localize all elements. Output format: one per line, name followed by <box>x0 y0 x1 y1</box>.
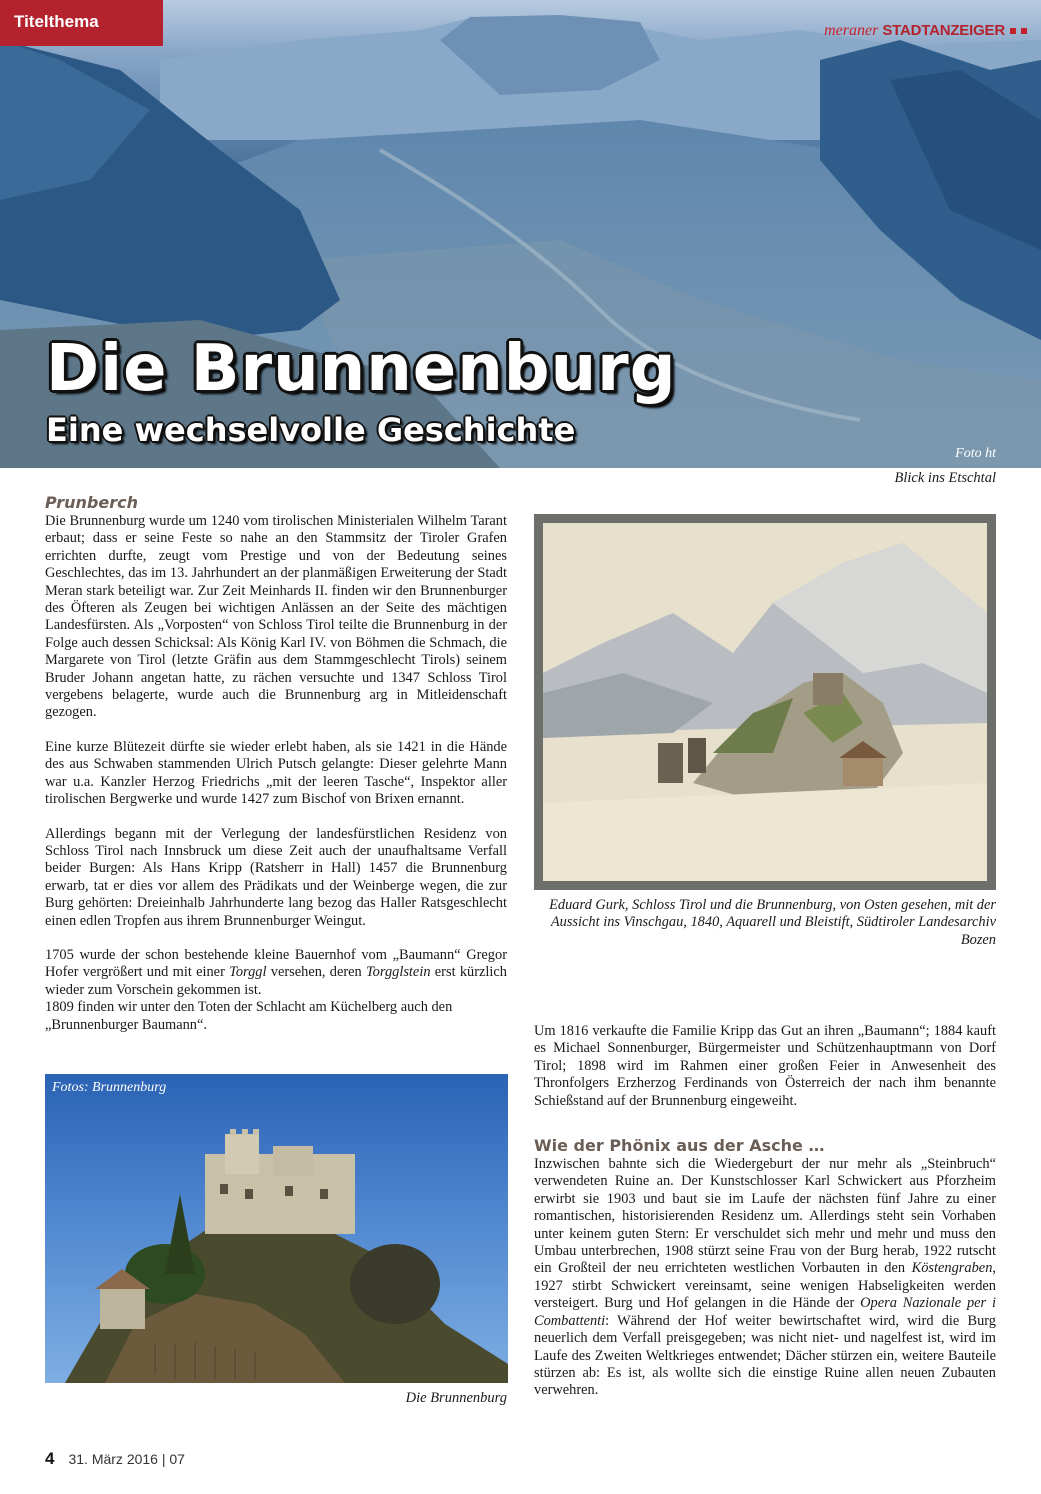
hero-caption: Blick ins Etschtal <box>894 470 996 486</box>
text-run: Köstengraben <box>911 1260 993 1277</box>
text-run: 1705 wurde der schon bestehende kleine Bauernhof vom „Baumann“ Gregor Hofer vergrößert und mit einer <box>45 946 507 981</box>
text-run: , 1927 stirbt Schwickert vereinsamt, seine wenigen Habseligkeiten werden versteigert. Burg und Hof gelangen in die Hände der <box>534 1260 996 1312</box>
section-heading-prunberch: Prunberch <box>45 493 138 512</box>
paragraph <box>45 947 507 999</box>
brand-square-icon <box>1021 28 1027 34</box>
brand-stadtanzeiger: STADTANZEIGER <box>882 22 1005 39</box>
text-run: Opera Nazionale per i Combattenti <box>534 1295 997 1329</box>
left-column <box>45 493 507 1034</box>
paragraph: Um 1816 verkaufte die Familie Kripp das Gut an ihren „Baumann“; 1884 kauft es Michael Sonnenburger, Bürgermeister und Schützenhauptmann von Dorf Tirol; 1898 wird im Rahmen einer großen Feier in Anwesenheit des Thronfolgers Erzherzog Ferdinands von Österreich der nach ihm benannte Schießstand auf der Brunnenburg eingeweiht. <box>534 1023 996 1109</box>
text-run: Inzwischen bahnte sich die Wiedergeburt der nur mehr als „Steinbruch“ verwendeten Ruine an. Der Kunstschlosser Karl Schwickert aus Pforzheim erwirbt sie 1903 und baut sie im Laufe der nächsten fünf Jahre zu einer romantischen, historisierenden Residenz um. Allerdings steht sein Vorhaben unter keinem guten Stern: Er verschuldet sich mehr und mehr und muss den Umbau unterbrechen, 1908 stürzt seine Frau von der Burg herab, 1922 rutscht ein Großteil der neu errichteten westlichen Vorbauten in den <box>534 1156 996 1277</box>
watercolor-painting <box>534 514 996 890</box>
paragraph: Eine kurze Blütezeit dürfte sie wieder erlebt haben, als sie 1421 in die Hände des aus Schwaben stammenden Ulrich Putsch gelangte: Dieser gelehrte Mann war u.a. Kanzler Herzog Friedrichs „mit der leeren Tasche“, Inspektor aller tirolischen Bergwerke und wurde 1427 zum Bischof von Brixen ernannt. <box>45 738 507 808</box>
castle-photo-credit: Fotos: Brunnenburg <box>52 1080 167 1095</box>
publication-logo <box>824 22 1027 40</box>
text-run: Torgglstein <box>366 964 431 981</box>
text-run: erst kürzlich wieder zum Vorschein gekommen ist. <box>45 964 507 998</box>
text-run: versehen, deren <box>266 964 366 981</box>
article-subtitle: Eine wechselvolle Geschichte <box>46 411 576 449</box>
page-footer <box>45 1449 185 1469</box>
paragraph: 1809 finden wir unter den Toten der Schlacht am Küchelberg auch den „Brunnenburger Baumann“. <box>45 999 453 1033</box>
page-number: 4 <box>45 1449 55 1468</box>
hero-photo-credit: Foto ht <box>955 446 996 461</box>
paragraph: Die Brunnenburg wurde um 1240 vom tirolischen Ministerialen Wilhelm Tarant erbaut; dass er seine Feste so nahe an den Stammsitz der Tiroler Grafen errichten durfte, zeugt vom Prestige und von der Bedeutung seines Geschlechtes, das im 13. Jahrhundert an der planmäßigen Erweiterung der Stadt Meran stark beteiligt war. Zur Zeit Meinhards II. finden wir den Brunnenburger des Öfteren als Zeugen bei wichtigen Anlässen an der Seite des mächtigen Landesfürsten. Als „Vorposten“ von Schloss Tirol teilte die Brunnenburg in der Folge auch dessen Schicksal: Als König Karl IV. von Böhmen die Schmach, die Margarete von Tirol (letzte Gräfin aus dem Stammgeschlecht Tirols) seinem Bruder Johann angetan hatte, zu rächen versuchte und 1347 Schloss Tirol vergebens belagerte, wurde auch die Brunnenburg arg in Mitleidenschaft gezogen. <box>45 513 507 721</box>
painting-caption: Eduard Gurk, Schloss Tirol und die Brunnenburg, von Osten gesehen, mit der Aussicht ins Vinschgau, 1840, Aquarell und Bleistift, Südtiroler Landesarchiv Bozen <box>549 897 996 948</box>
brand-square-icon <box>1010 28 1016 34</box>
issue-date: 31. März 2016 | 07 <box>68 1451 185 1467</box>
section-heading-phoenix: Wie der Phönix aus der Asche … <box>534 1136 825 1156</box>
right-column <box>534 1023 996 1400</box>
paragraph <box>534 1156 996 1400</box>
castle-photo-caption: Die Brunnenburg <box>405 1390 507 1406</box>
castle-illustration <box>45 1074 508 1383</box>
brand-meraner: meraner <box>824 22 879 39</box>
castle-photo <box>45 1074 508 1383</box>
section-label: Titelthema <box>0 0 163 46</box>
text-run: : Während der Hof weiter bewirtschaftet wird, wird die Burg neuerlich dem Verfall preisgegeben; was nicht niet- und nagelfest ist, wird im Laufe des Zweiten Weltkrieges entwendet; Dächer stürzen ein, weitere Bauteile stürzen ab: Es ist, als wollte sich die einstige Ruine allen neuen Zubauten verwehren. <box>534 1312 996 1399</box>
article-title: Die Brunnenburg <box>46 332 677 406</box>
text-run: Torggl <box>229 964 267 981</box>
paragraph: Allerdings begann mit der Verlegung der landesfürstlichen Residenz von Schloss Tirol nach Innsbruck um diese Zeit auch der unaufhaltsame Verfall beider Burgen: Als Hans Kripp (Ratsherr in Hall) 1457 die Brunnenburg erwarb, tat er dies vor allem des Prädikats und der Weinberge wegen, die zur Burg gehörten: Dreieinhalb Jahrhunderte lang bezog das Haller Ratsgeschlecht einen edlen Tropfen aus ihrem Brunnenburger Weingut. <box>45 825 507 929</box>
painting-illustration <box>543 523 987 881</box>
